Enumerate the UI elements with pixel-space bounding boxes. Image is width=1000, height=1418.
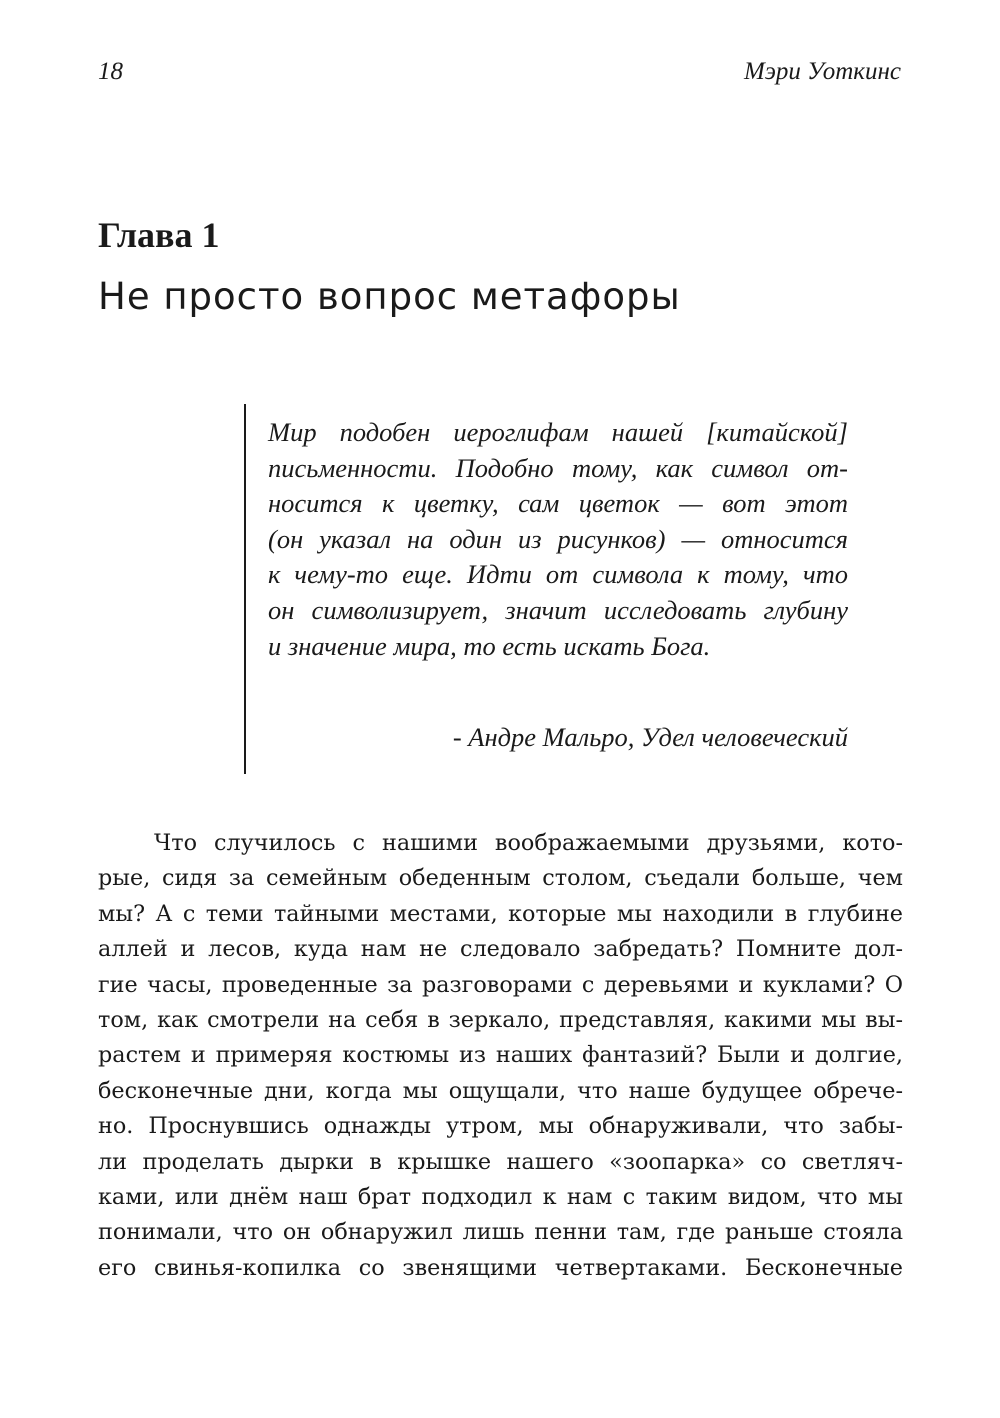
epigraph-line: он символизирует, значит исследовать глубину [268, 594, 848, 625]
epigraph-line: носится к цветку, сам цветок — вот этот [268, 488, 848, 519]
body-line: но. Проснувшись однажды утром, мы обнаруживали, что забы- [98, 1113, 903, 1140]
chapter-label: Глава 1 [98, 215, 220, 255]
body-line: рые, сидя за семейным обеденным столом, съедали больше, чем [98, 865, 903, 892]
epigraph-quote [268, 415, 848, 664]
epigraph-line: (он указал на один из рисунков) — относится [268, 523, 848, 554]
body-line: мы? А с теми тайными местами, которые мы находили в глубине [98, 900, 903, 927]
page-number: 18 [98, 58, 123, 85]
body-line: гие часы, проведенные за разговорами с деревьями и куклами? О [98, 971, 903, 998]
body-line: том, как смотрели на себя в зеркало, представляя, какими мы вы- [98, 1007, 903, 1034]
body-paragraph [98, 826, 903, 1286]
body-line: растем и примеряя костюмы из наших фантазий? Были и долгие, [98, 1042, 903, 1069]
body-line: ли проделать дырки в крышке нашего «зоопарка» со светляч- [98, 1148, 903, 1175]
running-head-author: Мэри Уоткинс [744, 58, 901, 85]
chapter-title: Не просто вопрос метафоры [98, 275, 681, 318]
epigraph-rule [244, 404, 246, 774]
epigraph-line: и значение мира, то есть искать Бога. [268, 630, 711, 661]
body-line: ками, или днём наш брат подходил к нам с таким видом, что мы [98, 1184, 903, 1211]
body-line: бесконечные дни, когда мы ощущали, что наше будущее обрече- [98, 1077, 903, 1104]
epigraph-line: письменности. Подобно тому, как символ от- [268, 452, 848, 483]
body-line: его свинья-копилка со звенящими четвертаками. Бесконечные [98, 1254, 903, 1281]
body-line: Что случилось с нашими воображаемыми друзьями, кото- [154, 830, 903, 856]
epigraph-line: к чему-то еще. Идти от символа к тому, что [268, 559, 848, 590]
epigraph-attribution: - Андре Мальро, Удел человеческий [452, 722, 848, 752]
epigraph-line: Мир подобен иероглифам нашей [китайской] [268, 417, 848, 447]
body-line: понимали, что он обнаружил лишь пенни там, где раньше стояла [98, 1219, 903, 1246]
body-line: аллей и лесов, куда нам не следовало забредать? Помните дол- [98, 936, 903, 963]
